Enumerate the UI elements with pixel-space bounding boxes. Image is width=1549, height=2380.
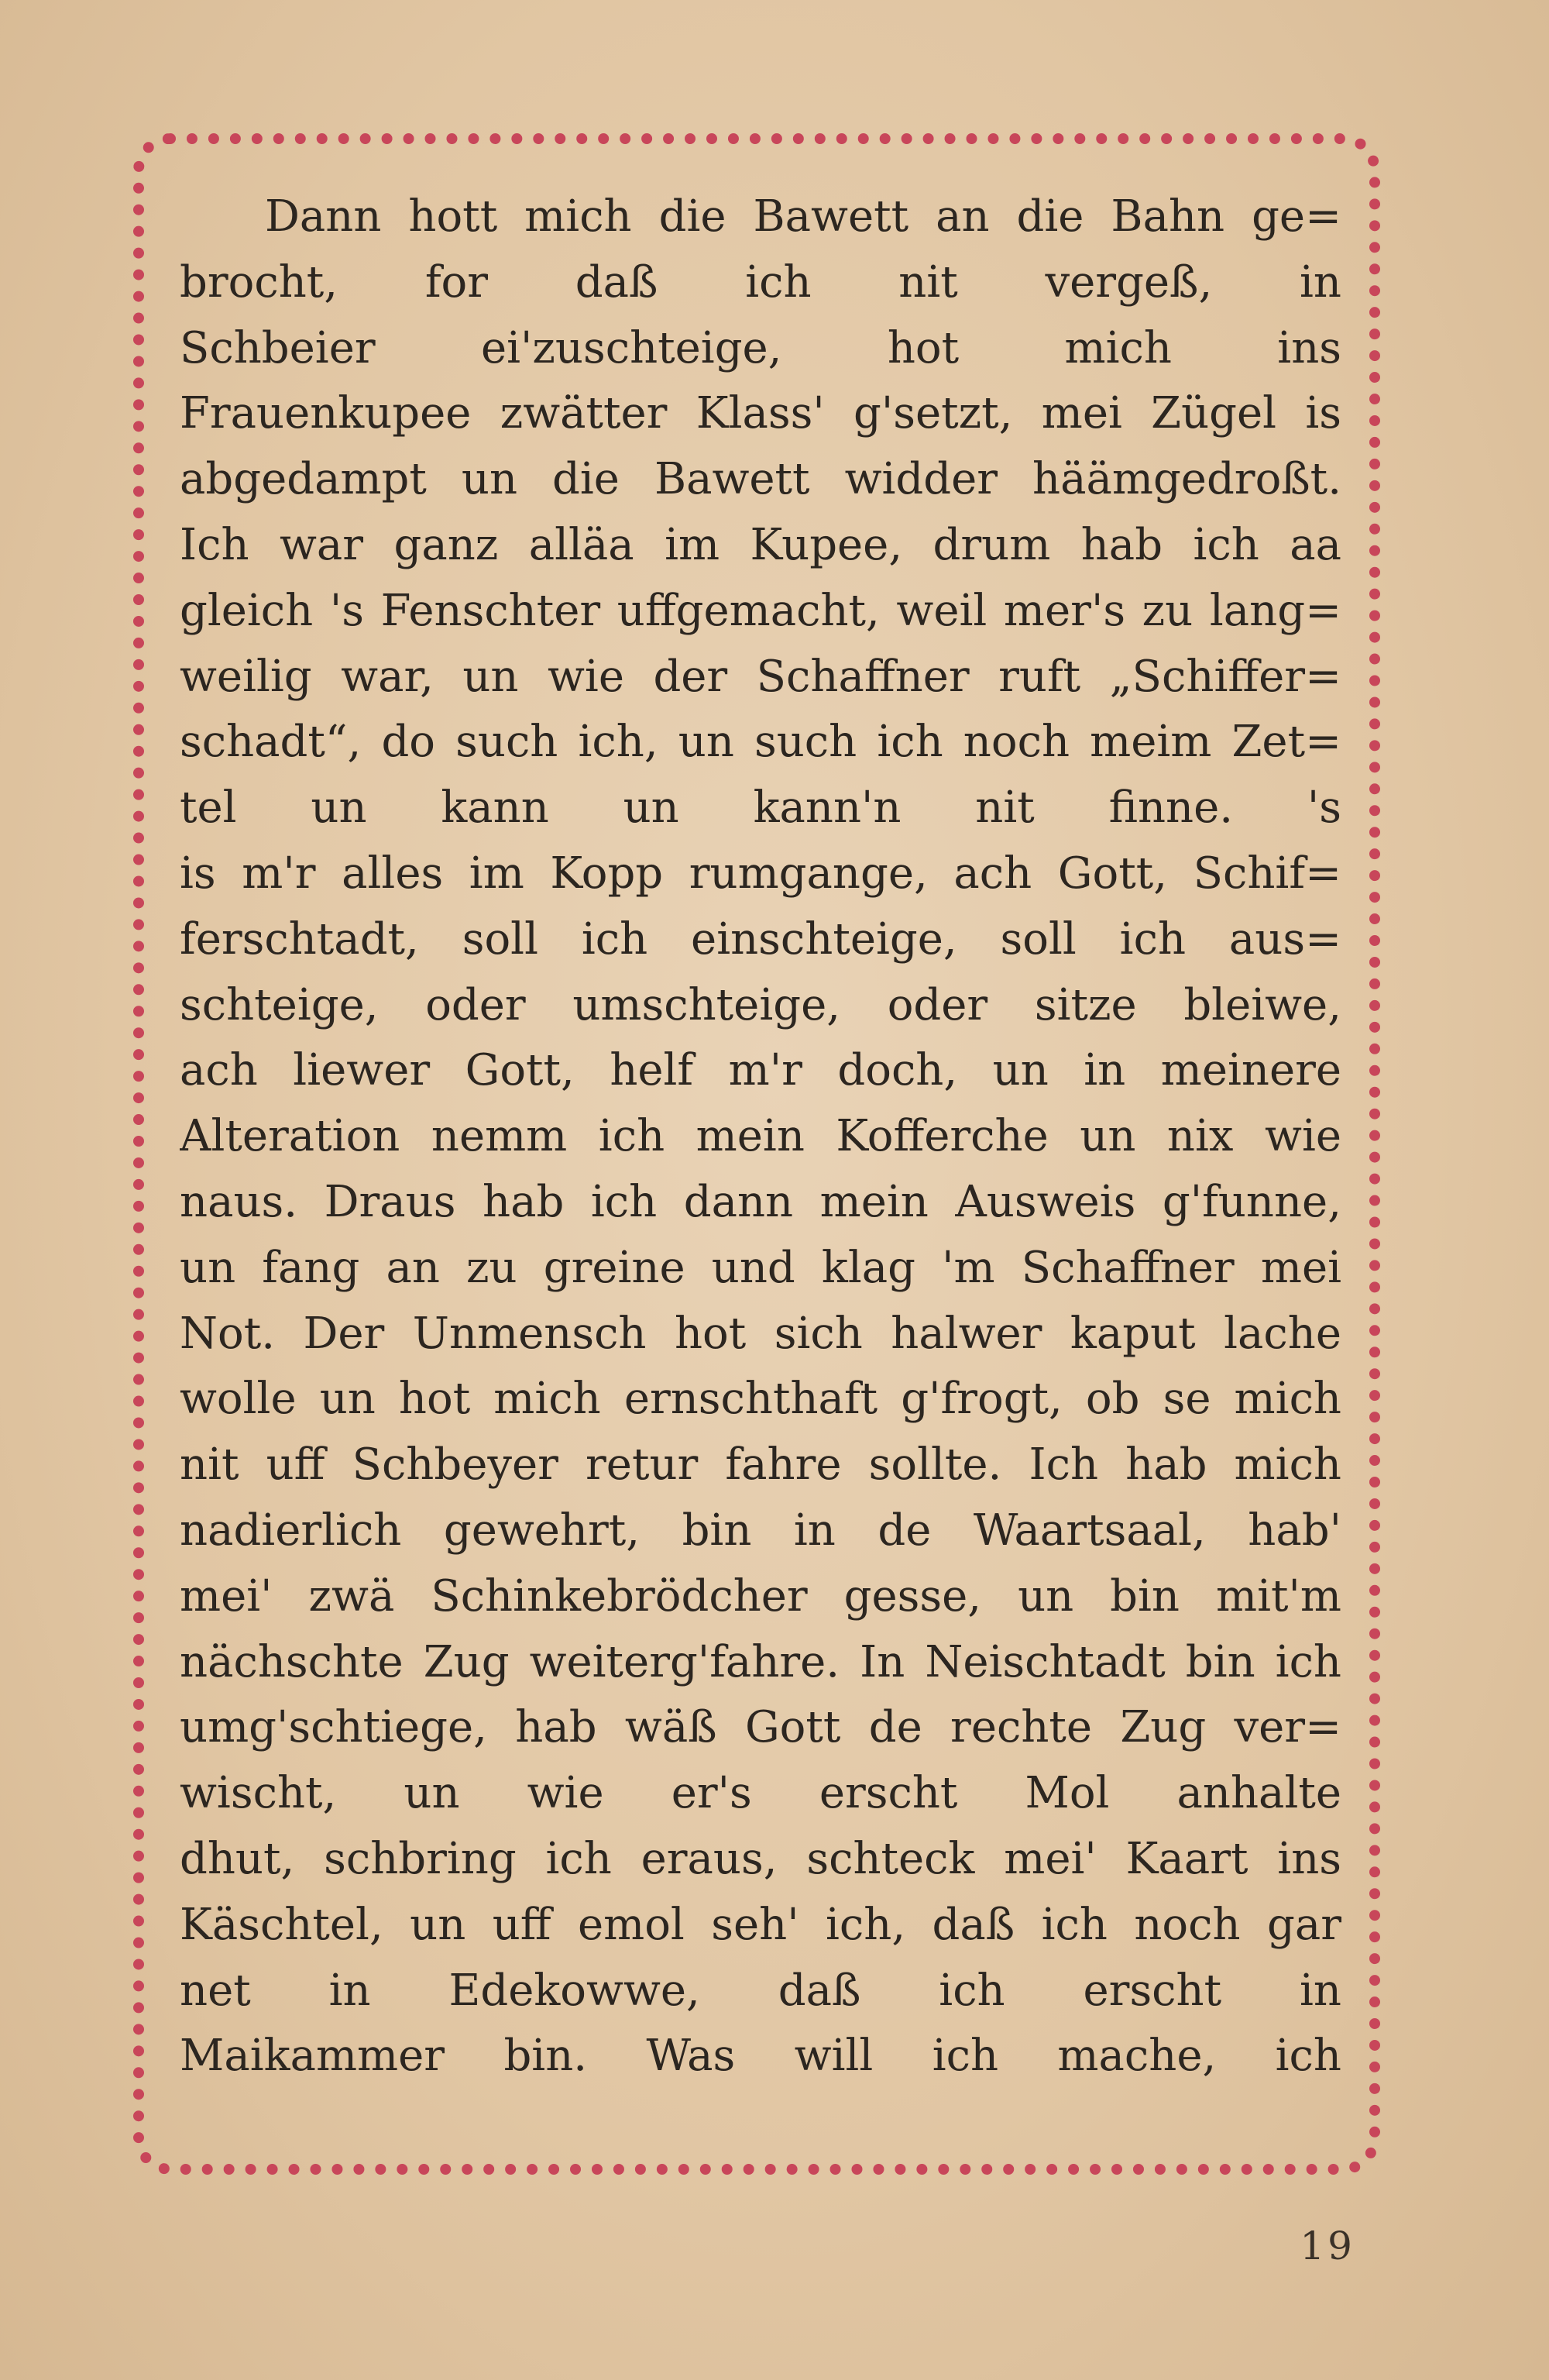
text-line: Dann hott mich die Bawett an die Bahn ge= <box>265 191 1341 242</box>
text-line: Schbeier ei'zuschteige, hot mich ins <box>180 322 1341 373</box>
text-line: dhut, schbring ich eraus, schteck mei' Kaart ins <box>180 1833 1341 1884</box>
text-line: nächschte Zug weiterg'fahre. In Neischtadt bin ich <box>180 1636 1341 1687</box>
text-line: Maikammer bin. Was will ich mache, ich <box>180 2031 1341 2082</box>
text-line: abgedampt un die Bawett widder häämgedroßt. <box>180 454 1341 505</box>
text-line: mei' zwä Schinkebrödcher gesse, un bin mit'm <box>180 1570 1341 1622</box>
text-line: nadierlich gewehrt, bin in de Waartsaal, hab' <box>180 1505 1341 1556</box>
text-line: Alteration nemm ich mein Kofferche un nix wie <box>180 1111 1341 1162</box>
text-line: schadt“, do such ich, un such ich noch meim Zet= <box>180 717 1341 768</box>
text-line: wischt, un wie er's erscht Mol anhalte <box>180 1768 1341 1819</box>
text-line: un fang an zu greine und klag 'm Schaffner mei <box>180 1242 1341 1293</box>
text-line: ferschtadt, soll ich einschteige, soll ich aus= <box>180 913 1341 965</box>
text-line: Frauenkupee zwätter Klass' g'setzt, mei Zügel is <box>180 388 1341 439</box>
page-number: 19 <box>1300 2224 1355 2268</box>
text-line: is m'r alles im Kopp rumgange, ach Gott, Schif= <box>180 848 1341 899</box>
text-line: net in Edekowwe, daß ich erscht in <box>180 1965 1341 2016</box>
text-line: schteige, oder umschteige, oder sitze bleiwe, <box>180 979 1341 1030</box>
text-line: Not. Der Unmensch hot sich halwer kaput lache <box>180 1308 1341 1359</box>
text-line: gleich 's Fenschter uffgemacht, weil mer's zu lang= <box>180 585 1341 636</box>
body-text <box>180 184 1341 2089</box>
text-line: brocht, for daß ich nit vergeß, in <box>180 256 1341 308</box>
text-line: wolle un hot mich ernschthaft g'frogt, ob se mich <box>180 1374 1341 1425</box>
text-line: Ich war ganz alläa im Kupee, drum hab ich aa <box>180 519 1341 570</box>
text-line: ach liewer Gott, helf m'r doch, un in meinere <box>180 1045 1341 1096</box>
text-line: Käschtel, un uff emol seh' ich, daß ich noch gar <box>180 1899 1341 1950</box>
text-line: nit uff Schbeyer retur fahre sollte. Ich hab mich <box>180 1439 1341 1491</box>
text-line: tel un kann un kann'n nit finne. 's <box>180 782 1341 834</box>
text-line: weilig war, un wie der Schaffner ruft „Schiffer= <box>180 651 1341 702</box>
text-line: umg'schtiege, hab wäß Gott de rechte Zug ver= <box>180 1702 1341 1753</box>
text-line: naus. Draus hab ich dann mein Ausweis g'funne, <box>180 1176 1341 1227</box>
